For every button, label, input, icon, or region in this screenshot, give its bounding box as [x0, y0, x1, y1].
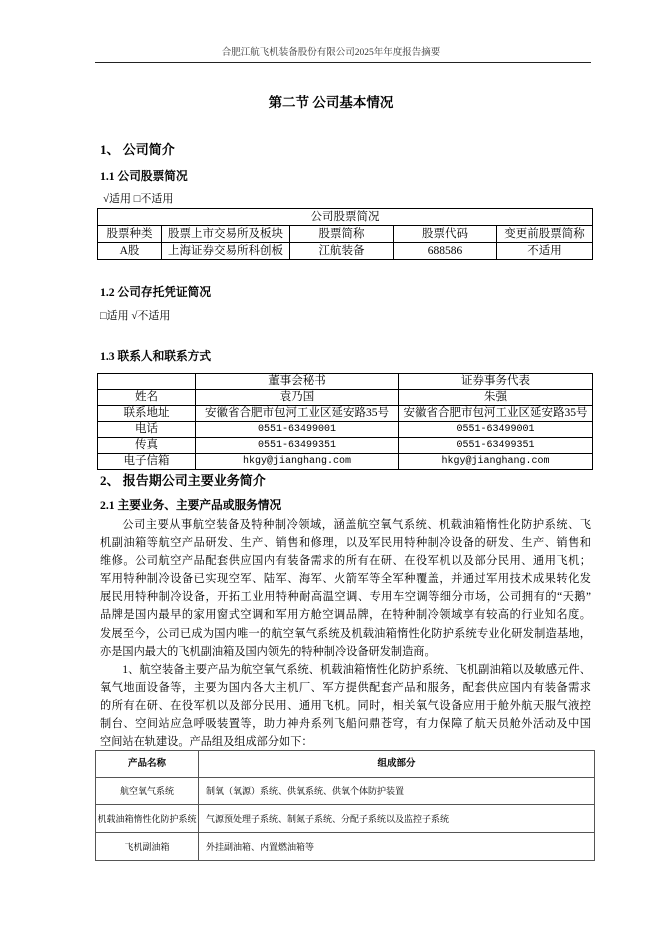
table-cell: 朱强 — [399, 390, 593, 406]
empty-header-cell — [98, 374, 196, 390]
table-cell: 安徽省合肥市包河工业区延安路35号 — [399, 406, 593, 422]
table-row — [98, 438, 593, 454]
paragraph — [100, 516, 591, 661]
column-header: 股票上市交易所及板块 — [162, 226, 290, 243]
product-name-cell: 飞机副油箱 — [96, 833, 199, 861]
paragraph — [100, 661, 591, 751]
table-row — [96, 805, 595, 833]
business-overview-heading: 2、 报告期公司主要业务简介 — [100, 473, 266, 488]
paragraph-line: 的所有在研、在役军机以及部分民用、通用飞机。同时，相关氧气设备应用于舱外航天服气液控 — [100, 699, 591, 712]
row-label: 联系地址 — [98, 406, 196, 422]
table-cell: 688586 — [394, 243, 497, 260]
row-label: 姓名 — [98, 390, 196, 406]
table-cell: 0551-63499351 — [399, 438, 593, 454]
stock-overview-applicability: √适用 □不适用 — [103, 193, 174, 205]
table-row — [96, 833, 595, 861]
header-divider — [95, 62, 591, 63]
table-header-row — [98, 226, 593, 243]
table-row — [96, 778, 595, 805]
company-profile-heading: 1、 公司简介 — [100, 142, 175, 157]
column-header: 产品名称 — [96, 751, 199, 778]
components-cell: 气源预处理子系统、制氮子系统、分配子系统以及监控子系统 — [199, 805, 595, 833]
product-table — [95, 750, 595, 861]
table-cell: hkgy@jianghang.com — [399, 454, 593, 470]
table-cell: 安徽省合肥市包河工业区延安路35号 — [196, 406, 399, 422]
table-caption-row — [98, 209, 593, 226]
section-title: 第二节 公司基本情况 — [268, 95, 394, 110]
paragraph-line: 品牌是国内最早的家用窗式空调和军用方舱空调品牌，在特种制冷领域享有较高的行业知名度。 — [100, 609, 591, 622]
row-label: 电子信箱 — [98, 454, 196, 470]
paragraph-line: 制台、空间站应急呼吸装置等，助力神舟系列飞船问鼎苍穹，有力保障了航天员舱外活动及中国 — [100, 718, 591, 731]
paragraph-line: 1、航空装备主要产品为航空氧气系统、机载油箱惰性化防护系统、飞机副油箱以及敏感元件、 — [122, 663, 591, 676]
table-cell: hkgy@jianghang.com — [196, 454, 399, 470]
paragraph-line: 公司主要从事航空装备及特种制冷领域，涵盖航空氧气系统、机载油箱惰性化防护系统、飞 — [122, 519, 591, 531]
table-header-row — [98, 374, 593, 390]
stock-overview-heading: 1.1 公司股票简况 — [100, 170, 188, 183]
product-name-cell: 航空氧气系统 — [96, 778, 199, 805]
table-row — [98, 390, 593, 406]
paragraph-line: 氧气地面设备等，主要为国内各大主机厂、军方提供配套产品和服务，配套供应国内有装备需求 — [100, 681, 591, 694]
table-cell: 不适用 — [497, 243, 593, 260]
product-name-cell: 机载油箱惰性化防护系统 — [96, 805, 199, 833]
page-header: 合肥江航飞机装备股份有限公司2025年年度报告摘要 — [221, 48, 441, 58]
column-header: 股票简称 — [290, 226, 394, 243]
main-business-text — [100, 516, 591, 751]
paragraph-line: 维修。公司航空产品配套供应国内有装备需求的所有在研、在役军机以及部分民用、通用飞机； — [100, 555, 591, 568]
row-label: 传真 — [98, 438, 196, 454]
table-cell: 0551-63499351 — [196, 438, 399, 454]
column-header: 董事会秘书 — [196, 374, 399, 390]
depositary-receipts-applicability: □适用 √不适用 — [100, 310, 171, 322]
paragraph-line: 军用特种制冷设备已实现空军、陆军、海军、火箭军等全军种覆盖，并通过军用技术成果转化发 — [100, 573, 591, 586]
column-header: 组成部分 — [199, 751, 595, 778]
row-label: 电话 — [98, 422, 196, 438]
table-cell: 袁乃国 — [196, 390, 399, 406]
paragraph-line: 亦是国内最大的飞机副油箱及国内领先的特种制冷设备研发制造商。 — [100, 645, 436, 658]
paragraph-line: 展民用特种制冷设备，开拓工业用特种耐高温空调、专用车空调等细分市场，公司拥有的“天鹅” — [100, 591, 591, 604]
column-header: 变更前股票简称 — [497, 226, 593, 243]
contacts-heading: 1.3 联系人和联系方式 — [100, 350, 212, 363]
table-caption: 公司股票简况 — [98, 209, 593, 226]
table-cell: 0551-63499001 — [196, 422, 399, 438]
table-cell: 江航装备 — [290, 243, 394, 260]
components-cell: 外挂副油箱、内置燃油箱等 — [199, 833, 595, 861]
table-header-row — [96, 751, 595, 778]
column-header: 股票代码 — [394, 226, 497, 243]
table-cell: 上海证券交易所科创板 — [162, 243, 290, 260]
table-cell: 0551-63499001 — [399, 422, 593, 438]
paragraph-line: 发展至今，公司已成为国内唯一的航空氧气系统及机载油箱惰性化防护系统专业化研发制造基地， — [100, 627, 591, 640]
depositary-receipts-heading: 1.2 公司存托凭证简况 — [100, 286, 212, 299]
column-header: 证券事务代表 — [399, 374, 593, 390]
paragraph-line: 机副油箱等航空产品研发、生产、销售和修理，以及军民用特种制冷设备的研发、生产、销售和 — [100, 537, 591, 550]
table-row — [98, 406, 593, 422]
contacts-table — [97, 373, 593, 470]
paragraph-line: 空间站在轨建设。产品组及组成部分如下： — [100, 736, 313, 749]
main-business-heading: 2.1 主要业务、主要产品或服务情况 — [100, 499, 282, 512]
column-header: 股票种类 — [98, 226, 162, 243]
components-cell: 制氧（氧源）系统、供氧系统、供氧个体防护装置 — [199, 778, 595, 805]
table-cell: A股 — [98, 243, 162, 260]
table-row — [98, 243, 593, 260]
table-row — [98, 454, 593, 470]
stock-overview-table — [97, 208, 593, 260]
table-row — [98, 422, 593, 438]
